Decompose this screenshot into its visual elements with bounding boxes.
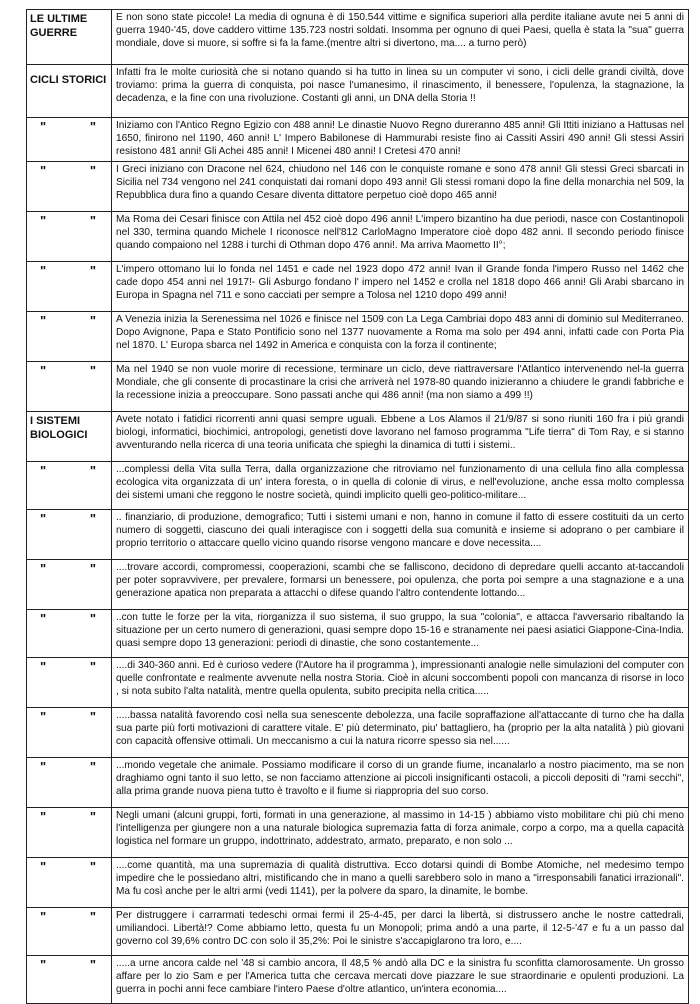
- row-text: Avete notato i fatidici ricorrenti anni quasi sempre uguali. Ebbene a Los Alamos il 21/9/87 si sono riuniti 160 fra i più grandi biologi, informatici, biochimici, antropologi, genetisti dove lavorano nel famoso programma "Life tierra" di Tom Ray, e si stanno avventurando nella ricerca di una teoria unificata che spieghi la dinamica di tutti i sistemi..: [112, 412, 689, 462]
- row-text: .....a urne ancora calde nel '48 si cambio ancora, Il 48,5 % andò alla DC e la sinistra fu sconfitta clamorosamente. Un grosso affare per lo zio Sam e per l'America tutta che cercava mercati dove piazzare le sue straordinarie e opulenti produzioni. La guerra in pochi anni fece cambiare l'intero Paese d'oltre atlantico, un'intera economia....: [112, 956, 689, 1004]
- ditto-mark: " ": [40, 709, 96, 724]
- ditto-mark: " ": [40, 463, 96, 478]
- table-row: [27, 510, 689, 560]
- ditto-mark: " ": [40, 561, 96, 576]
- row-text: ....come quantità, ma una supremazia di qualità distruttiva. Ecco dotarsi quindi di Bombe Atomiche, nel medesimo tempo impedire che le possiedano altri, mistificando che in mano a quelli sarebbero solo in mano a "irresponsabili fanatici irrazionali". Ma fu così anche per le altri armi (vedi 1141), per la polvere da sparo, la dinamite, le bombe.: [112, 858, 689, 908]
- row-label: [27, 462, 112, 510]
- table-row: [27, 412, 689, 462]
- row-label: LE ULTIME GUERRE: [27, 10, 112, 65]
- row-label: CICLI STORICI: [27, 65, 112, 118]
- row-label: [27, 808, 112, 858]
- row-text: Per distruggere i carrarmati tedeschi ormai fermi il 25-4-45, per darci la libertà, si distrussero anche le nostre cattedrali, umiliandoci. Libertà!? Come abbiamo letto, questa fu un Monopoli; prima andò a una parte, il 12-5-'47 e fu a un passo dal governo col 39,6% contro DC con solo il 35,2%: Poi le sinistre s'accapiglarono tra loro, e....: [112, 908, 689, 956]
- table-row: [27, 956, 689, 1004]
- row-text: ....trovare accordi, compromessi, cooperazioni, scambi che se falliscono, decidono di depredare quelli accanto at-taccandoli per poter sopravvivere, per prevalere, formarsi un benessere, poi opulenza, che porta poi sempre a una stagnazione e a una generazione apatica non preparata a attacchi o difese quando l'altro contendente lottando...: [112, 560, 689, 610]
- row-text: E non sono state piccole! La media di ognuna è di 150.544 vittime e significa superiori alla perdite italiane avute nei 5 anni di guerra 1940-'45, dove caddero vittime 135.723 nostri soldati. Insomma per ognuno di quei Paesi, quella è stata la "sua" guerra mondiale, dove si muore, si soffre si fa la fame.(mentre altri si divertono, ma.... a turno però): [112, 10, 689, 65]
- table-row: [27, 908, 689, 956]
- row-label: [27, 658, 112, 708]
- ditto-mark: " ": [40, 659, 96, 674]
- history-cycles-table: [26, 9, 689, 1004]
- row-label: [27, 708, 112, 758]
- row-label: [27, 858, 112, 908]
- row-label: [27, 362, 112, 412]
- ditto-mark: " ": [40, 213, 96, 228]
- ditto-mark: " ": [40, 263, 96, 278]
- row-label: [27, 118, 112, 162]
- ditto-mark: " ": [40, 363, 96, 378]
- table-row: [27, 362, 689, 412]
- row-text: ...complessi della Vita sulla Terra, dalla organizzazione che ritroviamo nel funzionamento di una cellula fino alla complessa ecologica vita organizzata di un' intera foresta, o in quella di colonie di virus, e nell'evoluzione, anche essa molto complessa dei sistemi umani che reggono le nostre società, quindi implicito quelli geo-politico-militare...: [112, 462, 689, 510]
- ditto-mark: " ": [40, 511, 96, 526]
- ditto-mark: " ": [40, 611, 96, 626]
- table-row: [27, 462, 689, 510]
- row-label: [27, 758, 112, 808]
- table-row: [27, 118, 689, 162]
- row-text: ...mondo vegetale che animale. Possiamo modificare il corso di un grande fiume, incanalarlo a nostro piacimento, ma se non draghiamo ogni tanto il suo letto, se non facciamo attenzione ai piccoli insignificanti ostacoli, a piccoli depositi di "rami secchi", alla prima grande nuova piena tutto è travolto e il fiume si riappropria del suo corso.: [112, 758, 689, 808]
- table-row: [27, 758, 689, 808]
- row-text: Negli umani (alcuni gruppi, forti, formati in una generazione, al massimo in 14-15 ) abbiamo visto mobilitare chi più chi meno l'intelligenza per giungere non a una naturale biologica supremazia fatta di forza animale, corpo a corpo, ma a quella capacità logistica nel formare un gruppo, indottrinato, addestrato, armato, preparato, e non solo ...: [112, 808, 689, 858]
- row-label: [27, 510, 112, 560]
- row-label: [27, 312, 112, 362]
- ditto-mark: " ": [40, 909, 96, 924]
- table-row: [27, 162, 689, 212]
- ditto-mark: " ": [40, 957, 96, 972]
- table-row: [27, 262, 689, 312]
- row-text: Ma Roma dei Cesari finisce con Attila nel 452 cioè dopo 496 anni! L'impero bizantino ha due periodi, nasce con Costantinopoli nel 330, termina quando Michele I riconosce nell'812 CarloMagno Imperatore cioè dopo 482 anni. Il secondo periodo finisce quando compaiono nel 1288 i turchi di Othman dopo 476 anni!. Ma arriva Maometto II°;: [112, 212, 689, 262]
- ditto-mark: " ": [40, 313, 96, 328]
- ditto-mark: " ": [40, 163, 96, 178]
- row-text: Ma nel 1940 se non vuole morire di recessione, terminare un ciclo, deve riattraversare l'Atlantico intervenendo nel-la guerra Mondiale, che gli consente di procastinare la crisi che arriverà nel 1978-80 quando inizieranno a chiudere le grandi fabbriche e la recessione inizia a preoccupare. Sono passati anche qui 486 anni! (ma non siamo a 499 !!): [112, 362, 689, 412]
- table-row: [27, 560, 689, 610]
- row-text: Iniziamo con l'Antico Regno Egizio con 488 anni! Le dinastie Nuovo Regno dureranno 485 anni! Gli Ittiti iniziano a Hattusas nel 1650, finirono nel 1190, 460 anni! L' Impero Babilonese di Hammurabi resiste fino ai Cassiti Assiri 490 anni! Gli stessi Assiri resistono 481 anni! Gli Achei 485 anni! I Micenei 480 anni! I Cretesi 470 anni!: [112, 118, 689, 162]
- ditto-mark: " ": [40, 119, 96, 134]
- row-label: [27, 908, 112, 956]
- ditto-mark: " ": [40, 759, 96, 774]
- table-row: [27, 212, 689, 262]
- row-text: ....di 340-360 anni. Ed è curioso vedere (l'Autore ha il programma ), impressionanti analogie nelle simulazioni del computer con quelle confrontate e realmente avvenute nella nostra Storia. Cioè in alcuni soccombenti popoli con mancanza di risorse in loco , si nota subito l'alta natalità, mentre quella opulenta, subito precipita nella critica.....: [112, 658, 689, 708]
- table-row: [27, 708, 689, 758]
- row-text: A Venezia inizia la Serenessima nel 1026 e finisce nel 1509 con La Lega Cambriai dopo 483 anni di dominio sul Mediterraneo. Dopo Avignone, Papa e Stato Pontificio sono nel 1377 nuovamente a Roma ma solo per 494 anni, infatti cade con Porta Pia nel 1870. L' Europa sbarca nel 1492 in America e conquista con la forza il continente;: [112, 312, 689, 362]
- table-row: [27, 312, 689, 362]
- row-label: [27, 560, 112, 610]
- row-label: [27, 262, 112, 312]
- table-row: [27, 10, 689, 65]
- row-label: [27, 162, 112, 212]
- table-row: [27, 65, 689, 118]
- table-row: [27, 658, 689, 708]
- row-text: .. finanziario, di produzione, demografico; Tutti i sistemi umani e non, hanno in comune il fatto di essere costituiti da un certo numero di soggetti, ciascuno dei quali interagisce con i soggetti della sua comunità e insieme si adoprano o per cambiare il proprio territorio o attaccare quello vicino quando risorse vengono mancare e dove necessita....: [112, 510, 689, 560]
- row-text: .....bassa natalità favorendo così nella sua senescente debolezza, una facile sopraffazione all'attaccante di turno che ha dalla sua parte più forti motivazioni di carattere vitale. E' più determinato, piu' battagliero, ha (proprio per la alta natalità ) più giovani con capacità offensive ottimali. Un meccanismo a cui la natura ricorre spesso sia nel......: [112, 708, 689, 758]
- ditto-mark: " ": [40, 809, 96, 824]
- row-text: Infatti fra le molte curiosità che si notano quando si ha tutto in linea su un computer vi sono, i cicli delle grandi civiltà, dove troviamo: prima la guerra di conquista, poi nasce l'umanesimo, il rinascimento, il benessere, l'opulenza, la stagnazione, la decadenza, e la fine con una rivoluzione. Costanti gli anni, un DNA della Storia !!: [112, 65, 689, 118]
- row-text: ..con tutte le forze per la vita, riorganizza il suo sistema, il suo gruppo, la sua "colonia", e attacca l'avversario ribaltando la situazione per un certo numero di generazioni, quasi sempre dopo 15-16 e stranamente nei paesi asiatici Giappone-Cina-India. quasi sempre dopo 13 generazioni: periodi di dinastie, che sono costantemente...: [112, 610, 689, 658]
- document-page: [26, 9, 689, 1004]
- row-label: I SISTEMI BIOLOGICI: [27, 412, 112, 462]
- row-label: [27, 956, 112, 1004]
- row-label: [27, 610, 112, 658]
- table-row: [27, 610, 689, 658]
- row-text: L'impero ottomano lui lo fonda nel 1451 e cade nel 1923 dopo 472 anni! Ivan il Grande fonda l'impero Russo nel 1462 che cade dopo 454 anni nel 1917!- Gli Asburgo fondano l' impero nel 1452 e crolla nel 1818 dopo 466 anni! Gli Arabi sbarcano in Europa in Spagna nel 711 e sono cacciati per sempre a Tolosa nel 1210 dopo 499 anni!: [112, 262, 689, 312]
- table-row: [27, 808, 689, 858]
- ditto-mark: " ": [40, 859, 96, 874]
- row-label: [27, 212, 112, 262]
- table-row: [27, 858, 689, 908]
- row-text: I Greci iniziano con Dracone nel 624, chiudono nel 146 con le conquiste romane e sono 478 anni! Gli stessi Greci sbarcati in Sicilia nel 734 vengono nel 241 conquistati dai romani dopo 493 anni! Gli stessi romani dopo la fine della monarchia nel 509, la Repubblica dura fino a quando Cesare diventa dittatore perpetuo cioè dopo 465 anni!: [112, 162, 689, 212]
